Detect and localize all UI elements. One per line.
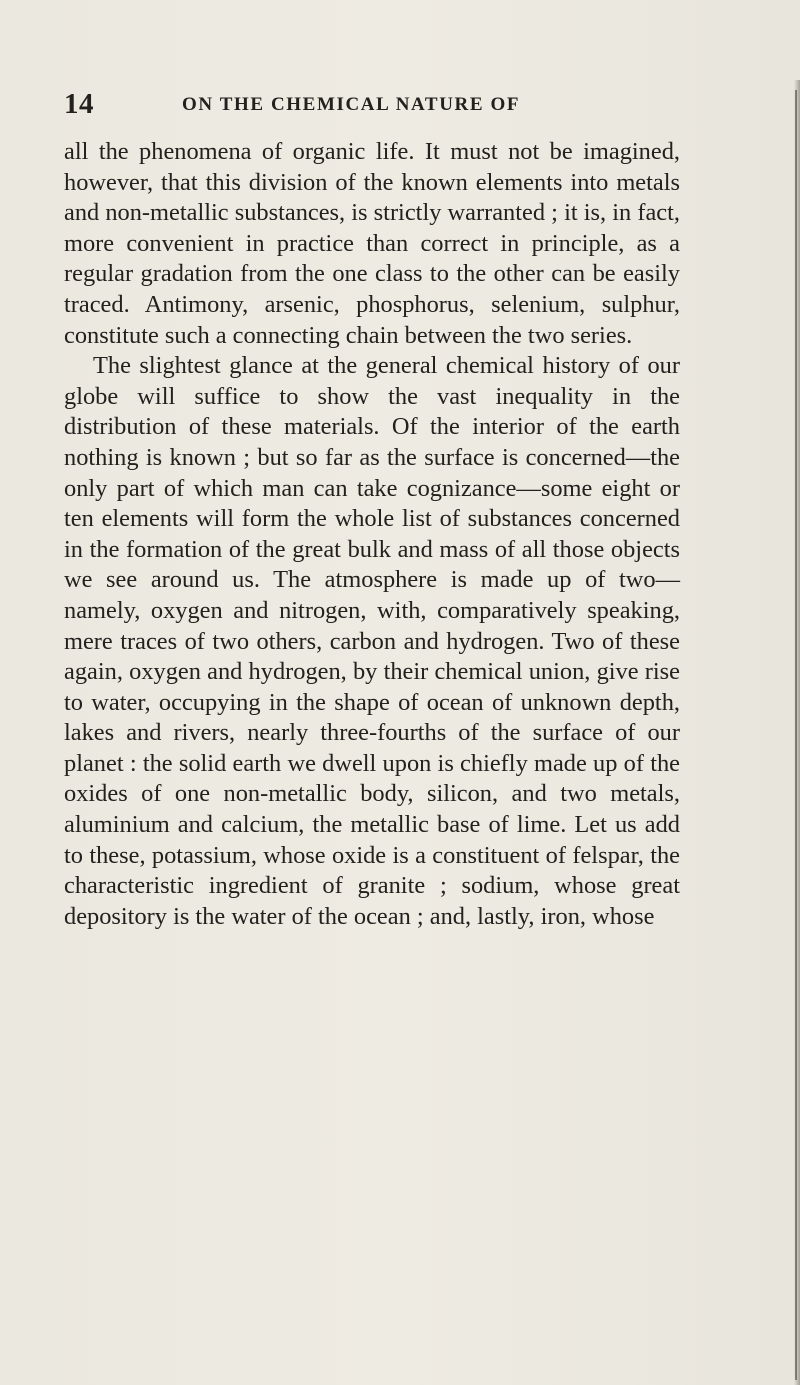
running-head: ON THE CHEMICAL NATURE OF [182,94,521,115]
page-edge-line [795,90,797,1380]
body-text [64,137,680,932]
paragraph-distribution: The slightest glance at the general chemical history of our globe will suffice to show the vast inequality in the distribution of these materials. Of the interior of the earth nothing is known ; but so far as the surface is concerned—the only part of which man can take cognizance—some eight or ten elements will form the whole list of substances concerned in the formation of the great bulk and mass of all those objects we see around us. The atmosphere is made up of two—namely, oxygen and nitrogen, with, comparatively speaking, mere traces of two others, carbon and hydrogen. Two of these again, oxygen and hydrogen, by their chemical union, give rise to water, occupying in the shape of ocean of unknown depth, lakes and rivers, nearly three-fourths of the surface of our planet : the solid earth we dwell upon is chiefly made up of the oxides of one non-metallic body, silicon, and two metals, aluminium and calcium, the metallic base of lime. Let us add to these, potassium, whose oxide is a constituent of felspar, the characteristic ingredient of granite ; sodium, whose great depository is the water of the ocean ; and, lastly, iron, whose [64,352,680,930]
paragraph-continued: all the phenomena of organic life. It must not be imagined, however, that this division of the known elements into metals and non-metallic substances, is strictly warranted ; it is, in fact, more convenient in practice than correct in principle, as a regular gradation from the one class to the other can be easily traced. Antimony, arsenic, phosphorus, selenium, sulphur, constitute such a connecting chain between the two series. [64,138,680,349]
page-header [64,88,624,128]
page-number: 14 [64,88,94,120]
